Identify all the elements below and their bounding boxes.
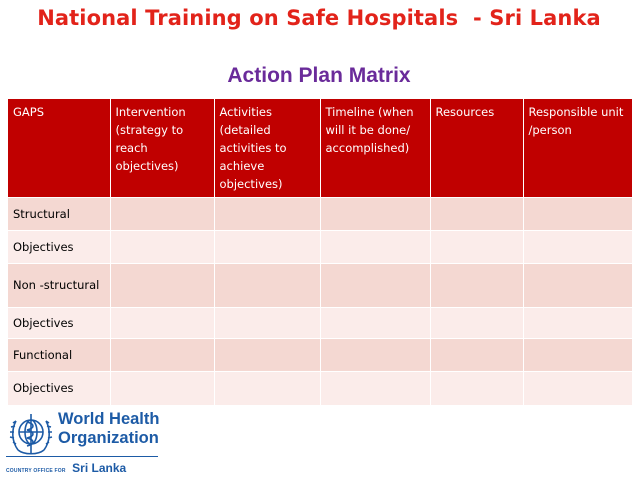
table-cell — [214, 308, 320, 339]
table-header-row — [8, 99, 632, 198]
page-title: Action Plan Matrix — [227, 64, 411, 87]
table-cell — [214, 339, 320, 372]
column-header-intervention: Intervention (strategy to reach objectives) — [110, 99, 214, 198]
column-header-gaps: GAPS — [8, 99, 110, 198]
logo-country-office — [6, 459, 126, 477]
column-header-responsible: Responsible unit /person — [523, 99, 632, 198]
table-cell — [214, 372, 320, 405]
table-cell — [320, 264, 430, 308]
table-cell — [430, 308, 523, 339]
table-cell — [523, 198, 632, 231]
table-row — [8, 198, 632, 231]
table-row — [8, 264, 632, 308]
table-row — [8, 231, 632, 264]
table-cell — [110, 372, 214, 405]
table-cell — [523, 339, 632, 372]
table-cell — [523, 231, 632, 264]
row-label-objectives: Objectives — [8, 308, 110, 339]
table-cell — [430, 372, 523, 405]
table-cell — [320, 231, 430, 264]
table-row — [8, 308, 632, 339]
logo-divider — [6, 456, 158, 457]
table-cell — [430, 198, 523, 231]
who-logo — [6, 410, 166, 474]
row-label-functional: Functional — [8, 339, 110, 372]
table-cell — [430, 264, 523, 308]
table-row — [8, 372, 632, 405]
column-header-resources: Resources — [430, 99, 523, 198]
table-cell — [523, 372, 632, 405]
row-label-structural: Structural — [8, 198, 110, 231]
table-cell — [430, 231, 523, 264]
logo-country-name: Sri Lanka — [72, 461, 127, 475]
table-cell — [110, 231, 214, 264]
table-cell — [523, 264, 632, 308]
table-cell — [320, 308, 430, 339]
logo-text-line2: Organization — [58, 429, 159, 447]
row-label-objectives: Objectives — [8, 231, 110, 264]
table-cell — [320, 339, 430, 372]
table-cell — [110, 198, 214, 231]
column-header-activities: Activities (detailed activities to achieve objectives) — [214, 99, 320, 198]
table-cell — [214, 264, 320, 308]
table-row — [8, 339, 632, 372]
table-cell — [430, 339, 523, 372]
row-label-non-structural: Non -structural — [8, 264, 110, 308]
row-label-objectives: Objectives — [8, 372, 110, 405]
table-cell — [110, 264, 214, 308]
table-cell — [110, 339, 214, 372]
logo-text-line1: World Health — [58, 410, 160, 428]
table-cell — [523, 308, 632, 339]
column-header-timeline: Timeline (when will it be done/ accomplished) — [320, 99, 430, 198]
table-cell — [214, 231, 320, 264]
table-cell — [214, 198, 320, 231]
table-cell — [320, 198, 430, 231]
banner-title: National Training on Safe Hospitals - Sri Lanka — [37, 6, 601, 30]
table-cell — [320, 372, 430, 405]
action-plan-table — [8, 99, 632, 405]
table-cell — [110, 308, 214, 339]
logo-country-prefix: COUNTRY OFFICE FOR — [6, 468, 66, 474]
who-emblem-icon — [6, 410, 56, 462]
